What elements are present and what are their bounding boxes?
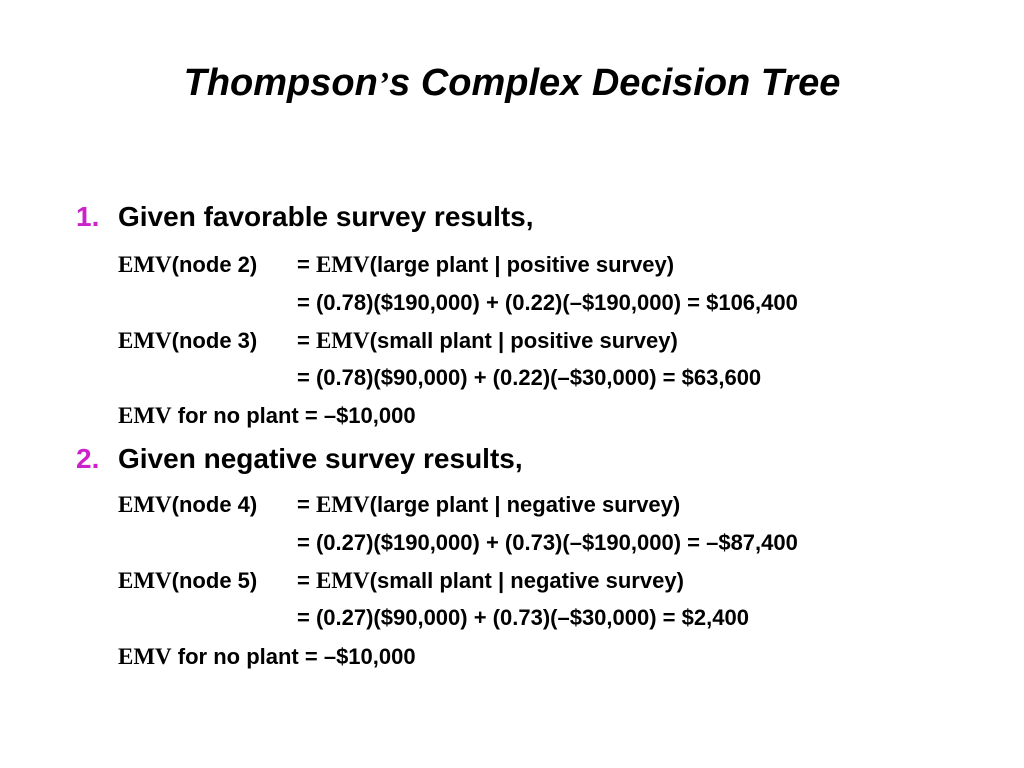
emv-no-plant-1: EMV for no plant = –$10,000 — [118, 403, 416, 428]
title-part1: Thompson — [183, 62, 378, 104]
title-part2: s Complex Decision Tree — [389, 62, 841, 104]
section-1-heading: Given favorable survey results, — [118, 201, 534, 232]
emv-node-3-definition: = EMV(small plant | positive survey) — [297, 328, 678, 353]
emv-node-5-calculation: = (0.27)($90,000) + (0.73)(–$30,000) = $2,400 — [297, 605, 749, 630]
emv-node-3-line: EMV(node 3) — [118, 328, 258, 353]
emv-node-5-definition: = EMV(small plant | negative survey) — [297, 568, 684, 593]
emv-node-4-definition: = EMV(large plant | negative survey) — [297, 492, 681, 517]
section-1-number: 1. — [76, 201, 100, 232]
section-2-heading: Given negative survey results, — [118, 443, 523, 474]
node-label: (node 2) — [171, 252, 258, 277]
emv-node-2-calculation: = (0.78)($190,000) + (0.22)(–$190,000) = $106,400 — [297, 290, 798, 315]
emv-node-5-line: EMV(node 5) — [118, 568, 258, 593]
title-apostrophe: ’ — [377, 66, 390, 103]
section-2-number: 2. — [76, 443, 100, 474]
emv-node-2-line — [118, 253, 257, 276]
emv-no-plant-2: EMV for no plant = –$10,000 — [118, 644, 416, 669]
emv-node-4-line: EMV(node 4) — [118, 492, 258, 517]
emv-node-2-definition: = EMV(large plant | positive survey) — [297, 252, 675, 277]
emv-label: EMV — [118, 252, 172, 277]
emv-node-4-calculation: = (0.27)($190,000) + (0.73)(–$190,000) = –$87,400 — [297, 530, 798, 555]
emv-node-3-calculation: = (0.78)($90,000) + (0.22)(–$30,000) = $63,600 — [297, 365, 762, 390]
slide-title — [0, 64, 1024, 102]
